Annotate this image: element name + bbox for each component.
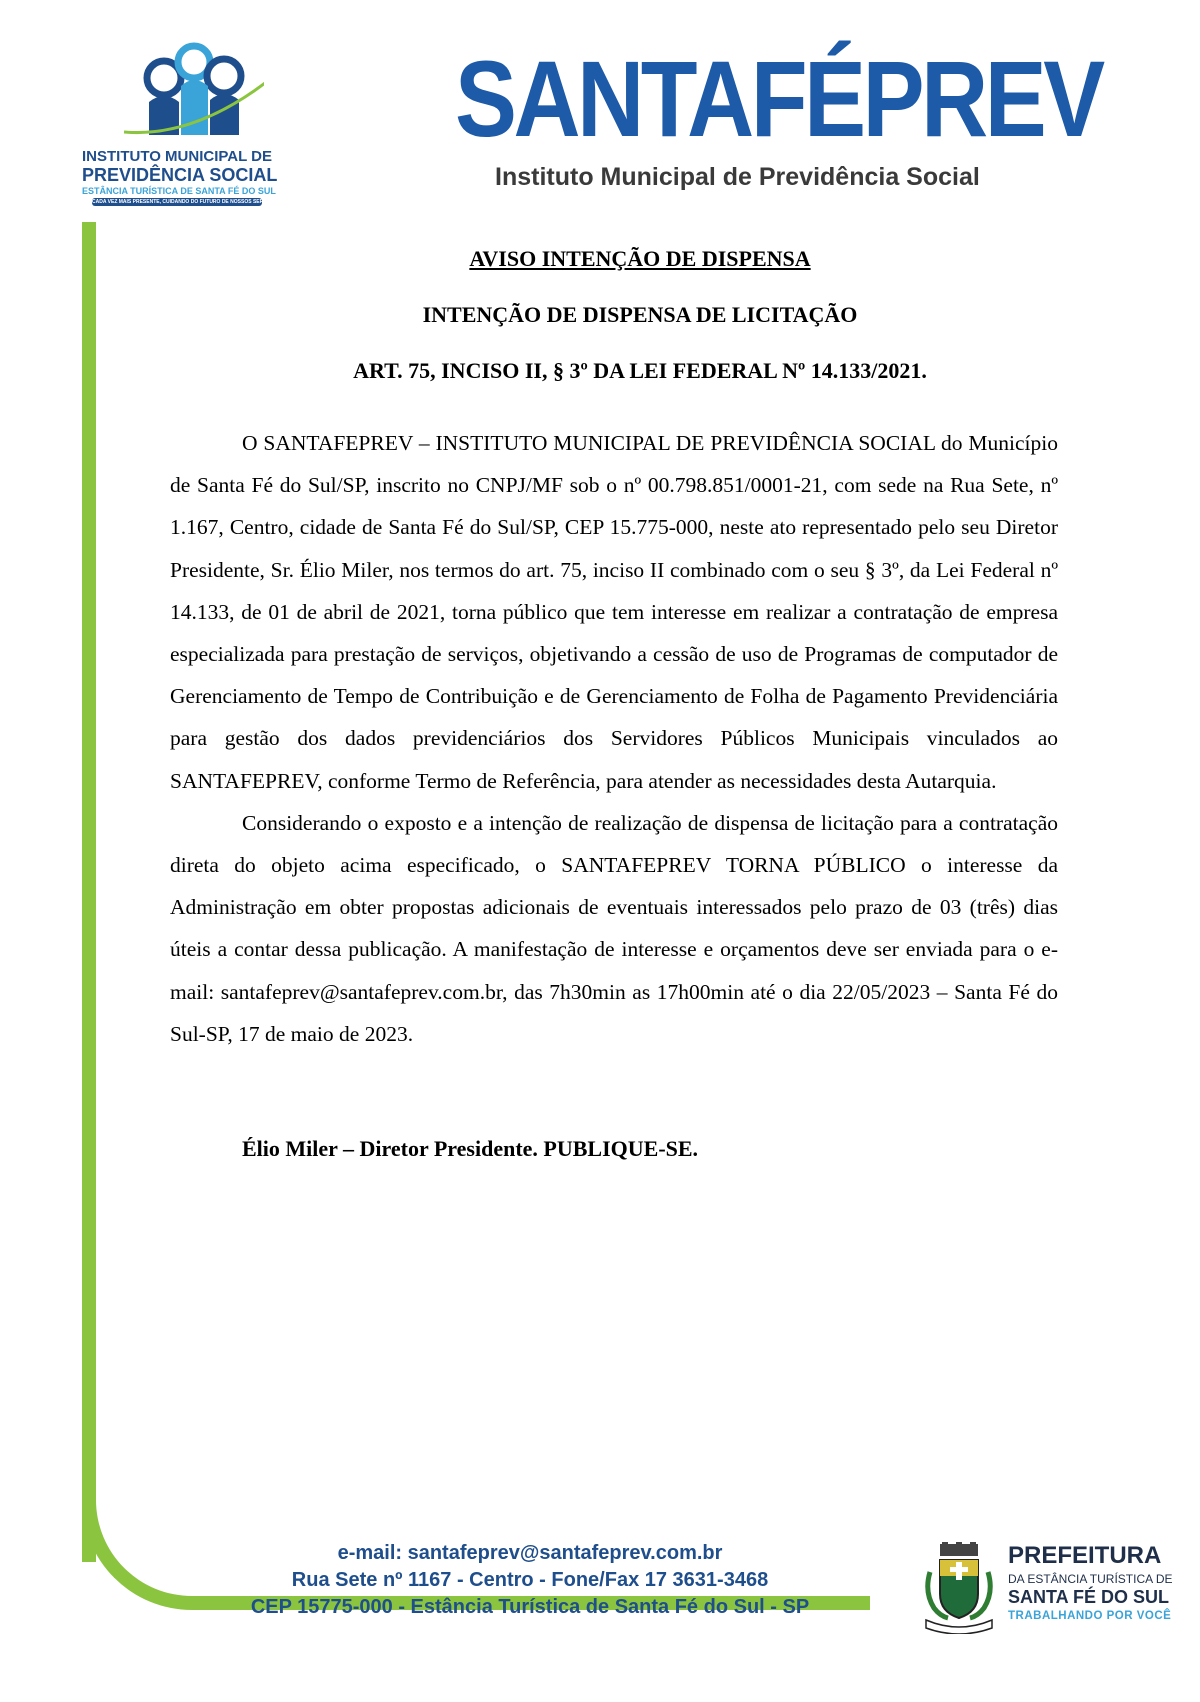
footer-cep: CEP 15775-000 - Estância Turística de Santa Fé do Sul - SP bbox=[250, 1596, 810, 1618]
footer-email: e-mail: santafeprev@santafeprev.com.br bbox=[337, 1542, 723, 1564]
city-crest-icon bbox=[922, 1542, 996, 1634]
prefeitura-line2: DA ESTÂNCIA TURÍSTICA DE bbox=[1008, 1572, 1173, 1586]
institute-logo bbox=[82, 40, 288, 210]
signature-line: Élio Miler – Diretor Presidente. PUBLIQUE-SE. bbox=[242, 1136, 699, 1161]
legal-reference: ART. 75, INCISO II, § 3º DA LEI FEDERAL Nº 14.133/2021. bbox=[353, 358, 927, 383]
prefeitura-line3: SANTA FÉ DO SUL bbox=[1008, 1587, 1169, 1607]
footer-contact bbox=[200, 1540, 860, 1621]
logo-line1: INSTITUTO MUNICIPAL DE bbox=[82, 148, 273, 165]
green-frame-left bbox=[82, 222, 96, 1562]
logo-line3: ESTÂNCIA TURÍSTICA DE SANTA FÉ DO SUL bbox=[82, 186, 276, 196]
paragraph-1: O SANTAFEPREV – INSTITUTO MUNICIPAL DE PREVIDÊNCIA SOCIAL do Município de Santa Fé do Sul/SP, inscrito no CNPJ/MF sob o nº 00.798.851/0001-21, com sede na Rua Sete, nº 1.167, Centro, cidade de Santa Fé do Sul/SP, CEP 15.775-000, neste ato representado pelo seu Diretor Presidente, Sr. Élio Miler, nos termos do art. 75, inciso II combinado com o seu § 3º, da Lei Federal nº 14.133, de 01 de abril de 2021, torna público que tem interesse em realizar a contratação de empresa especializada para prestação de serviços, objetivando a cessão de uso de Programas de computador de Gerenciamento de Tempo de Contribuição e de Gerenciamento de Folha de Pagamento Previdenciária para gestão dos dados previdenciários dos Servidores Públicos Municipais vinculados ao SANTAFEPREV, conforme Termo de Referência, para atender as necessidades desta Autarquia. bbox=[170, 431, 1058, 793]
prefeitura-slogan: TRABALHANDO POR VOCÊ bbox=[1008, 1610, 1172, 1622]
people-figures-icon bbox=[124, 40, 264, 140]
prefeitura-title: PREFEITURA bbox=[1008, 1542, 1162, 1569]
brand-subtitle: Instituto Municipal de Previdência Social bbox=[495, 163, 980, 191]
footer-address: Rua Sete nº 1167 - Centro - Fone/Fax 17 3631-3468 bbox=[291, 1569, 769, 1591]
document-body bbox=[170, 422, 1058, 1055]
logo-line2: PREVIDÊNCIA SOCIAL bbox=[82, 165, 278, 185]
document-subtitle: INTENÇÃO DE DISPENSA DE LICITAÇÃO bbox=[422, 302, 858, 327]
brand-header bbox=[455, 38, 1102, 205]
logo-tagline: CADA VEZ MAIS PRESENTE, CUIDANDO DO FUTURO DE NOSSOS SERVIDORES! bbox=[92, 199, 288, 205]
paragraph-2: Considerando o exposto e a intenção de realização de dispensa de licitação para a contratação direta do objeto acima especificado, o SANTAFEPREV TORNA PÚBLICO o interesse da Administração em obter propostas adicionais de eventuais interessados pelo prazo de 03 (três) dias úteis a contar dessa publicação. A manifestação de interesse e orçamentos deve ser enviada para o e-mail: santafeprev@santafeprev.com.br, das 7h30min as 17h00min até o dia 22/05/2023 – Santa Fé do Sul-SP, 17 de maio de 2023. bbox=[170, 810, 1058, 1046]
prefeitura-logo bbox=[922, 1542, 1182, 1652]
brand-title: SANTAFÉPREV bbox=[455, 38, 1102, 159]
document-title: AVISO INTENÇÃO DE DISPENSA bbox=[469, 246, 811, 271]
